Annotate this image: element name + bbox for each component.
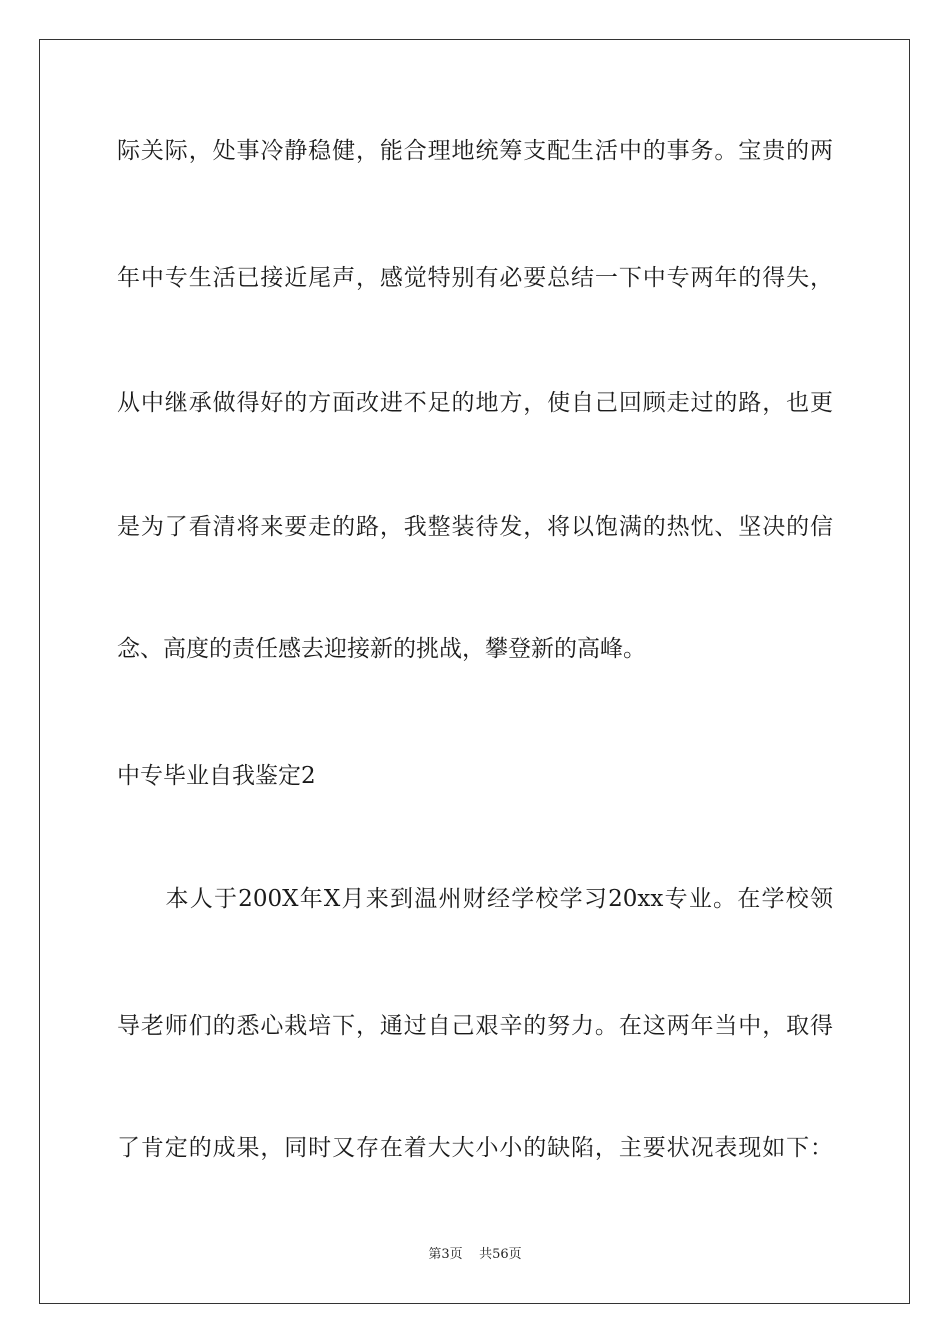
page-number: 第3页	[428, 1247, 463, 1262]
page-footer	[0, 1246, 950, 1264]
page-total: 共56页	[479, 1247, 522, 1262]
paragraph2-line-2: 导老师们的悉心栽培下，通过自己艰辛的努力。在这两年当中，取得	[117, 1013, 833, 1039]
section-heading: 中专毕业自我鉴定2	[117, 763, 316, 789]
body-line-2: 年中专生活已接近尾声，感觉特别有必要总结一下中专两年的得失，	[117, 265, 833, 291]
body-line-3: 从中继承做得好的方面改进不足的地方，使自己回顾走过的路，也更	[117, 390, 833, 416]
footer-gap	[463, 1247, 480, 1262]
body-line-4: 是为了看清将来要走的路，我整装待发，将以饱满的热忱、坚决的信	[117, 514, 833, 540]
paragraph2-line-1: 本人于200X年X月来到温州财经学校学习20xx专业。在学校领	[117, 886, 833, 912]
paragraph2-line-3: 了肯定的成果，同时又存在着大大小小的缺陷，主要状况表现如下：	[117, 1135, 833, 1161]
body-line-5: 念、高度的责任感去迎接新的挑战，攀登新的高峰。	[117, 636, 646, 662]
page-border	[39, 39, 910, 1304]
body-line-1: 际关际，处事冷静稳健，能合理地统筹支配生活中的事务。宝贵的两	[117, 138, 833, 164]
